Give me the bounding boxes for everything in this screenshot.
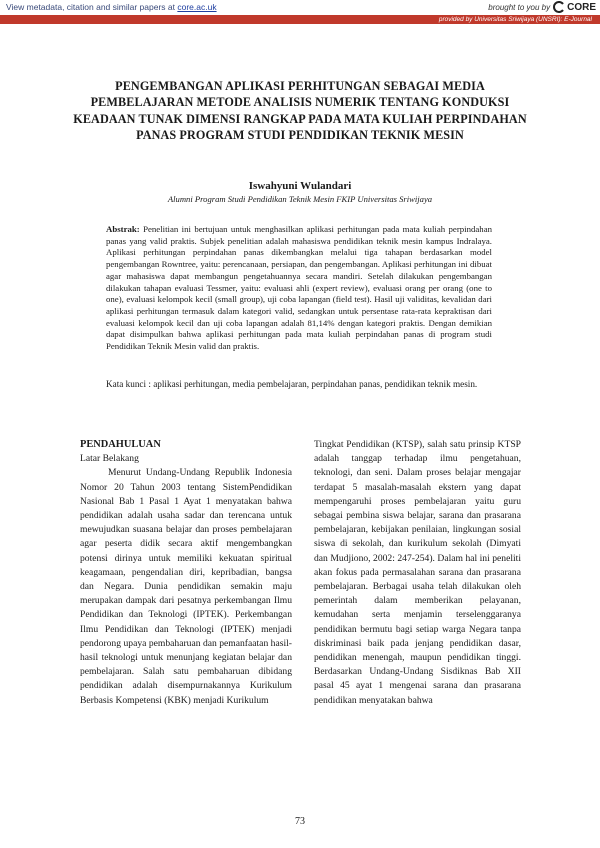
core-link[interactable]: core.ac.uk bbox=[177, 2, 217, 12]
abstract bbox=[106, 224, 492, 353]
section-heading: PENDAHULUAN bbox=[80, 439, 161, 450]
author-name: Iswahyuni Wulandari bbox=[248, 180, 352, 192]
abstract-text: Penelitian ini bertujuan untuk menghasilkan aplikasi perhitungan pada mata kuliah perpindahan panas yang valid praktis. Subjek penelitian adalah mahasiswa pendidikan teknik mesin kampus Indralaya. Aplikasi perhitungan perpindahan panas dikembangkan melalui tiga tahapan berdasarkan model pengembangan Rowntree, yaitu: perencanaan, persiapan, dan pengembangan. Aplikasi perhitungan ini dibuat agar mahasiswa dapat membangun pengetahuannya secara mandiri. Setelah dilakukan pengembangan dilakukan tahapan evaluasi Tessmer, yaitu: evaluasi ahli (expert review), evaluasi orang per orang (one to one), evaluasi kelompok kecil (small group), uji coba lapangan (field test). Hasil uji validitas, kevalidan dari aplikasi perhitungan termasuk dalam kategori valid, sedangkan untuk persentase rata-rata kepraktisan dari evaluasi kelompok kecil dan uji coba lapangan adalah 81,14% dengan kategori praktis. Dengan demikian dapat disimpulkan bahwa aplikasi perhitungan pada mata kuliah perpindahan panas di program studi Pendidikan Teknik Mesin valid dan praktis. bbox=[106, 224, 492, 352]
view-metadata-prefix: View metadata, citation and similar papers at bbox=[6, 2, 178, 12]
brought-to-you-by bbox=[488, 1, 596, 13]
provided-by-bar bbox=[0, 15, 600, 24]
abstract-label: Abstrak: bbox=[106, 224, 140, 234]
core-logo-label: CORE bbox=[567, 1, 596, 13]
left-column-paragraph: Menurut Undang-Undang Republik Indonesia Nomor 20 Tahun 2003 tentang SistemPendidikan Nasional Bab 1 Pasal 1 Ayat 1 menyatakan bahwa pendidikan adalah usaha sadar dan terencana untuk mewujudkan suasana belajar dan proses pembelajaran agar peserta didik secara aktif mengembangkan potensi dirinya untuk memiliki kekuatan spiritual keagamaan, pengendalian diri, kepribadian, bangsa dan Negara. Dunia pendidikan semakin maju merupakan dampak dari pesatnya perkembangan Ilmu Pendidikan dan Teknologi (IPTEK). Perkembangan Ilmu Pendidikan dan Teknologi (IPTEK) menjadi pendorong upaya pembaharuan dan pemanfaatan hasil-hasil teknologi untuk menunjang kegiatan belajar dan pembelajaran. Salah satu pembaharuan dibidang pendidikan adalah disempurnakannya Kurikulum Berbasis Kompetensi (KBK) menjadi Kurikulum bbox=[80, 467, 292, 706]
page-number: 73 bbox=[295, 816, 305, 827]
core-logo[interactable] bbox=[553, 1, 596, 13]
provided-by-text: provided by Universitas Sriwijaya (UNSRI): E-Journal bbox=[438, 16, 592, 23]
right-column-paragraph: Tingkat Pendidikan (KTSP), salah satu prinsip KTSP adalah tanggap terhadap ilmu pengetahuan, teknologi, dan seni. Dalam proses belajar mengajar terdapat 5 masalah-masalah ekstern yang dapat mempengaruhi proses pembelajaran yaitu guru sebagai pembina siswa belajar, sarana dan prasarana pembelajaran, kebijakan penilaian, lingkungan sosial siswa di sekolah, dan kurikulum sekolah (Dimyati dan Mudjiono, 2002: 247-254). Dalam hal ini peneliti akan fokus pada permasalahan sarana dan prasarana pembelajaran. Berbagai usaha telah dilakukan oleh pemerintah dalam memberikan pelayanan, kemudahan serta menjamin terselenggaranya pendidikan bermutu bagi setiap warga Negara tanpa diskriminasi baik pada jenjang pendidikan dasar, pendidikan menengah, maupun pendidikan tinggi. Berdasarkan Undang-Undang Sisdiknas Bab XII pasal 45 ayat 1 mengenai sarana dan prasarana pendidikan menyatakan bahwa bbox=[314, 439, 521, 706]
view-metadata-text bbox=[6, 2, 217, 12]
brought-to-you-text: brought to you by bbox=[488, 2, 551, 12]
author-affiliation: Alumni Program Studi Pendidikan Teknik Mesin FKIP Universitas Sriwijaya bbox=[167, 194, 433, 204]
left-column bbox=[80, 438, 292, 708]
keywords: Kata kunci : aplikasi perhitungan, media pembelajaran, perpindahan panas, pendidikan teknik mesin. bbox=[106, 379, 478, 389]
subsection-heading: Latar Belakang bbox=[80, 453, 139, 465]
right-column bbox=[314, 438, 521, 708]
paper-title: PENGEMBANGAN APLIKASI PERHITUNGAN SEBAGAI MEDIA PEMBELAJARAN METODE ANALISIS NUMERIK TENTANG KONDUKSI KEADAAN TUNAK DIMENSI RANGKAP PADA MATA KULIAH PERPINDAHAN PANAS PROGRAM STUDI PENDIDIKAN TEKNIK MESIN bbox=[73, 79, 527, 143]
core-logo-icon bbox=[553, 1, 565, 13]
